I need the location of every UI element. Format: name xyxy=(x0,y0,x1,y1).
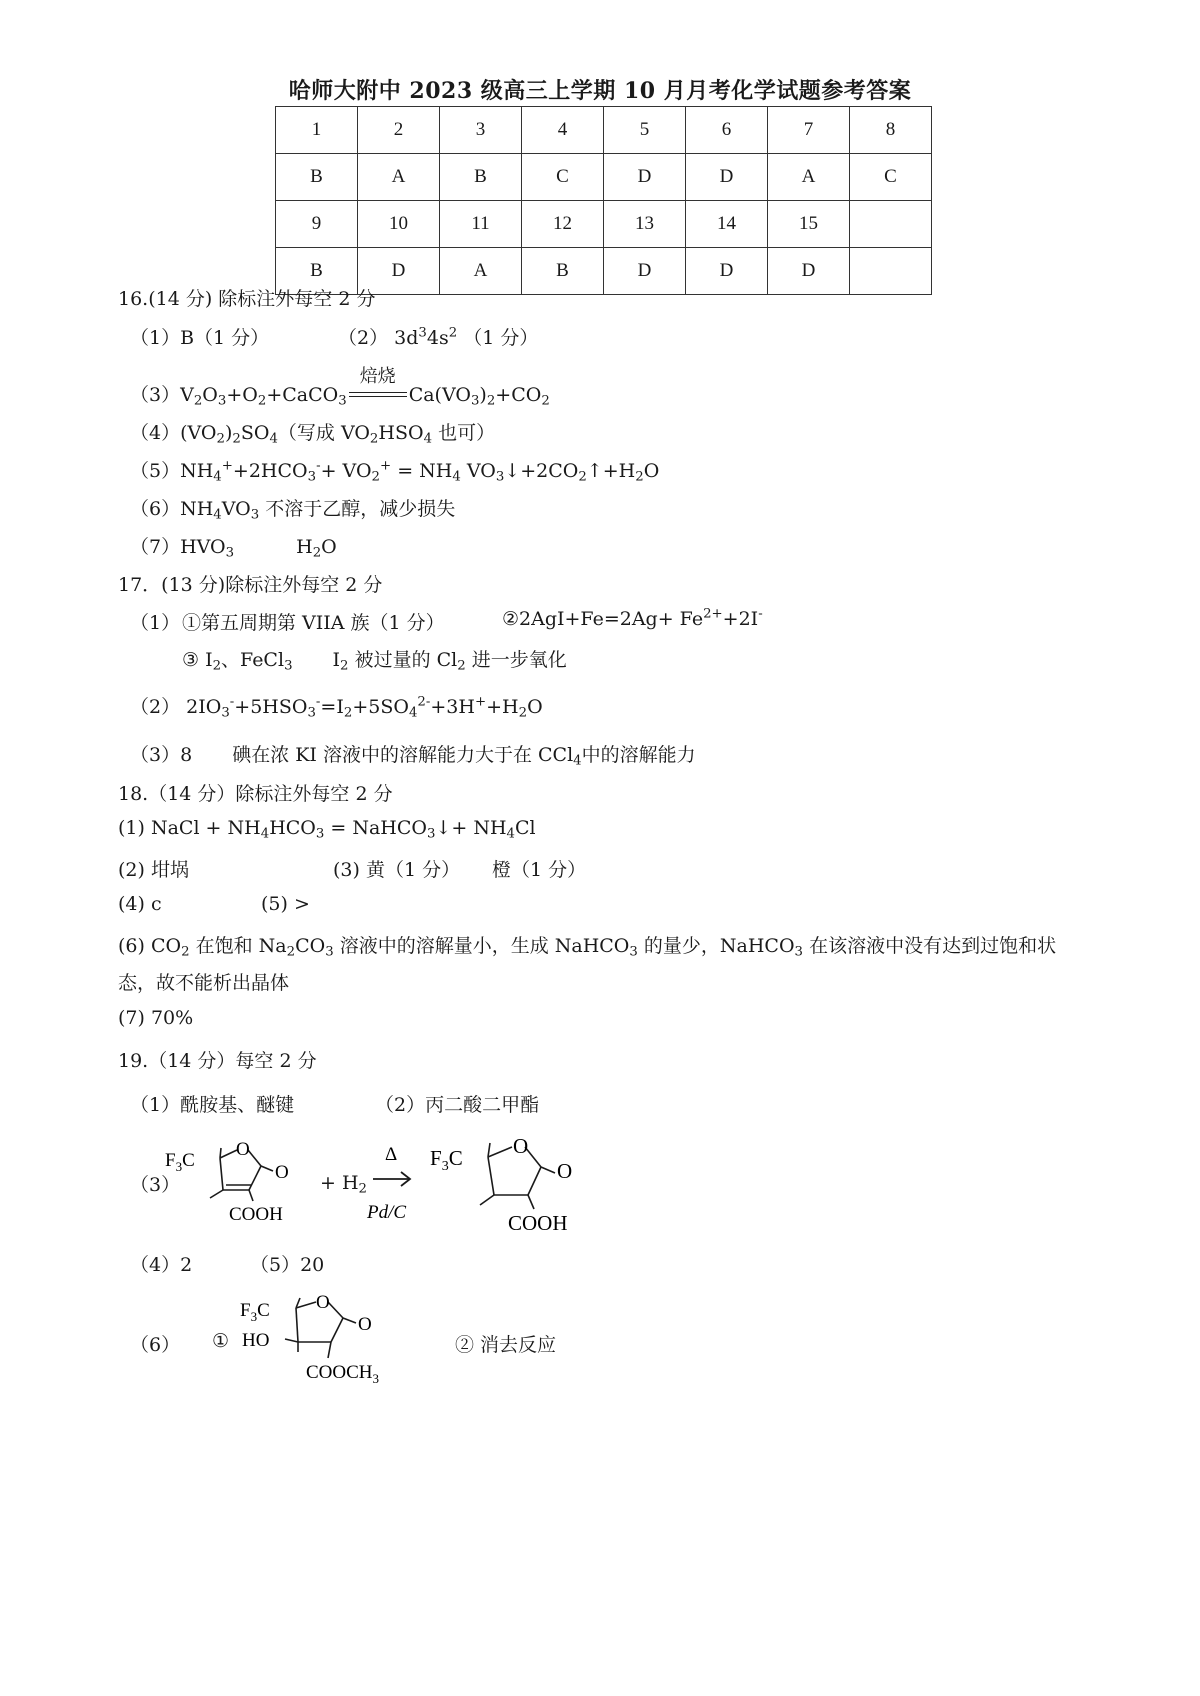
q19-h2-reagent: + $H_2$ xyxy=(320,1172,367,1197)
table-cell: 15 xyxy=(768,201,850,248)
table-cell: 7 xyxy=(768,107,850,154)
q17-answer-1-iii: ③ $I_2$、FeCl$_3$ $I_2$ 被过量的 $Cl_2$ 进一步氧化 xyxy=(182,649,567,674)
page-title: 哈师大附中 2023 级高三上学期 10 月月考化学试题参考答案 xyxy=(288,78,912,104)
table-cell: 10 xyxy=(358,201,440,248)
label-cooch3: $COOCH_3$ xyxy=(306,1362,380,1386)
table-cell: A xyxy=(358,154,440,201)
table-cell: 5 xyxy=(604,107,686,154)
q16-answer-6: $(6)NH_4VO_3$ 不溶于乙醇，减少损失 xyxy=(130,498,456,523)
table-cell: B xyxy=(276,248,358,295)
q19-answer-6-i: ① xyxy=(212,1330,230,1352)
label-cooh: COOH xyxy=(229,1204,283,1225)
table-cell: 3 xyxy=(440,107,522,154)
table-cell: D xyxy=(686,248,768,295)
q16-answer-1: （1）B（1 分） xyxy=(130,327,270,349)
q19-answer-2: （2）丙二酸二甲酯 xyxy=(375,1094,540,1116)
table-cell: B xyxy=(276,154,358,201)
label-ring-o: O xyxy=(236,1139,250,1160)
q18-answer-6-cont: 态，故不能析出晶体 xyxy=(118,972,290,994)
intermediate-lactone-structure xyxy=(240,1282,440,1417)
q17-answer-1-label: （1） xyxy=(130,612,181,634)
table-cell: D xyxy=(604,154,686,201)
q17-header: 17．(13 分)除标注外每空 2 分 xyxy=(118,574,383,596)
table-cell: 4 xyxy=(522,107,604,154)
table-cell: D xyxy=(768,248,850,295)
table-cell: 1 xyxy=(276,107,358,154)
q17-answer-1-i: ①第五周期第 VIIA 族（1 分） xyxy=(182,612,445,634)
q19-header: 19.（14 分）每空 2 分 xyxy=(118,1050,317,1072)
condition-heat: Δ xyxy=(385,1144,398,1165)
q18-header: 18.（14 分）除标注外每空 2 分 xyxy=(118,783,393,805)
label-carbonyl-o: O xyxy=(557,1159,573,1183)
q18-answer-3: (3) 黄（1 分） xyxy=(333,859,461,881)
table-cell: A xyxy=(440,248,522,295)
reaction-condition: 焙烧 xyxy=(347,384,409,406)
table-cell: C xyxy=(850,154,932,201)
q17-answer-2: （2） $2IO_3^-+5HSO_3^-=I_2+5SO_4^{2-}+3H^++H_2O$ xyxy=(130,694,543,721)
reactant-lactone-structure xyxy=(165,1128,315,1238)
label-f3c: $F_3C$ xyxy=(430,1146,463,1174)
table-cell: D xyxy=(358,248,440,295)
label-carbonyl-o: O xyxy=(358,1314,372,1335)
q16-answer-5: $(5)NH_4^++2HCO_3^-+ VO_2^+ = NH_4$ $VO_3↓+2CO_2↑+H_2O$ xyxy=(130,458,660,485)
q16-answer-3: $(3)V_2O_3+O_2+CaCO_3$ 焙烧 $Ca(VO_3)_2+CO_2$ xyxy=(130,366,550,409)
label-ring-o: O xyxy=(513,1134,529,1158)
q19-answer-6-ii: ② 消去反应 xyxy=(455,1334,557,1356)
table-cell: 8 xyxy=(850,107,932,154)
q17-answer-3: （3）8 碘在浓 KI 溶液中的溶解能力大于在 CCl$_4$中的溶解能力 xyxy=(130,744,696,769)
table-cell: 12 xyxy=(522,201,604,248)
label-carbonyl-o: O xyxy=(275,1162,289,1183)
condition-catalyst: Pd/C xyxy=(367,1202,407,1223)
q19-answer-3-label: （3） xyxy=(130,1174,181,1196)
q18-answer-7: (7) 70% xyxy=(118,1007,194,1029)
label-f3c: $F_3C$ xyxy=(165,1150,195,1174)
table-cell: 14 xyxy=(686,201,768,248)
label-ho: HO xyxy=(242,1330,270,1351)
q19-answer-1: （1）酰胺基、醚键 xyxy=(130,1094,295,1116)
table-cell xyxy=(850,201,932,248)
table-cell: B xyxy=(440,154,522,201)
q16-header: 16.(14 分) 除标注外每空 2 分 xyxy=(118,288,376,310)
q18-answer-5: (5) > xyxy=(261,893,310,915)
table-row xyxy=(276,154,932,201)
q18-answer-6: (6) $CO_2$ 在饱和 $Na_2CO_3$ 溶液中的溶解量小，生成 NaHCO$_3$ 的量少，NaHCO$_3$ 在该溶液中没有达到过饱和状 xyxy=(118,935,1057,960)
label-ring-o: O xyxy=(316,1292,330,1313)
q16-answer-4: $(4)(VO_2)_2SO_4$（写成 $VO_2HSO_4$ 也可） xyxy=(130,422,496,447)
label-cooh: COOH xyxy=(508,1211,568,1235)
q17-answer-1-ii: ②2AgI+Fe=2Ag+ $Fe^{2+}+2I^-$ xyxy=(502,606,763,630)
product-lactone-structure xyxy=(430,1125,600,1250)
table-cell: B xyxy=(522,248,604,295)
table-row xyxy=(276,107,932,154)
q18-answer-3b: 橙（1 分） xyxy=(492,859,587,881)
q18-answer-4: (4) c xyxy=(118,893,162,915)
table-row xyxy=(276,201,932,248)
q16-answer-7: $(7)HVO_3$ $H_2O$ xyxy=(130,536,337,561)
reaction-arrow xyxy=(365,1138,435,1238)
table-cell: A xyxy=(768,154,850,201)
table-cell: C xyxy=(522,154,604,201)
table-cell: 6 xyxy=(686,107,768,154)
q19-answer-5: （5）20 xyxy=(250,1254,325,1276)
q19-answer-6-label: （6） xyxy=(130,1334,181,1356)
table-cell: D xyxy=(604,248,686,295)
answer-table xyxy=(275,106,932,295)
q18-answer-1: (1) NaCl + $NH_4HCO_3$ = NaHCO$_3$↓+ $NH_4Cl$ xyxy=(118,817,536,842)
table-cell: 11 xyxy=(440,201,522,248)
table-cell: 9 xyxy=(276,201,358,248)
label-f3c: $F_3C$ xyxy=(240,1300,270,1324)
table-cell: 13 xyxy=(604,201,686,248)
q19-answer-4: （4）2 xyxy=(130,1254,193,1276)
q16-answer-2: （2） $3d^34s^2$ （1 分） xyxy=(338,325,539,349)
q18-answer-2: (2) 坩埚 xyxy=(118,859,189,881)
table-cell: 2 xyxy=(358,107,440,154)
table-cell: D xyxy=(686,154,768,201)
table-cell xyxy=(850,248,932,295)
